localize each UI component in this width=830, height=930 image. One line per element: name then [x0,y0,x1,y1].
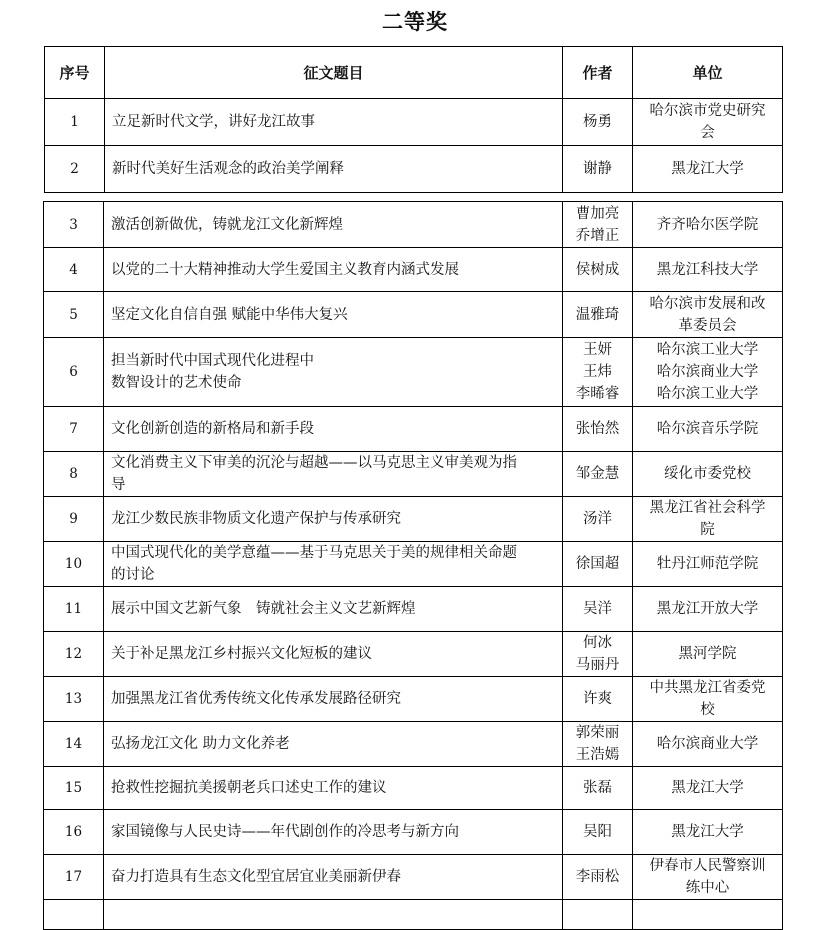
row-unit: 黑龙江科技大学 [633,248,783,292]
row-title: 文化创新创造的新格局和新手段 [104,407,563,452]
table-row [44,497,783,542]
table-row [44,407,783,452]
row-title: 奋力打造具有生态文化型宜居宜业美丽新伊春 [104,855,563,900]
row-author: 王妍 王炜 李晞睿 [563,338,633,407]
row-unit: 绥化市委党校 [633,452,783,497]
row-title: 抢救性挖掘抗美援朝老兵口述史工作的建议 [104,767,563,810]
table-row [44,248,783,292]
row-no: 14 [44,722,104,767]
row-no: 17 [44,855,104,900]
row-unit: 黑龙江开放大学 [633,587,783,632]
page-title: 二等奖 [382,10,448,34]
row-no: 3 [44,202,104,248]
row-no: 9 [44,497,104,542]
row-author: 温雅琦 [563,292,633,338]
row-unit: 中共黑龙江省委党 校 [633,677,783,722]
table-row [44,855,783,900]
row-title-empty [104,900,563,930]
row-no: 15 [44,767,104,810]
row-author: 李雨松 [563,855,633,900]
row-author: 吴阳 [563,810,633,855]
row-no: 8 [44,452,104,497]
row-author: 吴洋 [563,587,633,632]
table-row [44,452,783,497]
table-row [45,99,783,146]
table-row [44,542,783,587]
row-author: 许爽 [563,677,633,722]
row-title: 中国式现代化的美学意蕴——基于马克思关于美的规律相关命题 的讨论 [104,542,563,587]
row-title: 家国镜像与人民史诗——年代剧创作的冷思考与新方向 [104,810,563,855]
row-unit: 黑龙江大学 [633,146,783,193]
row-unit: 哈尔滨工业大学 哈尔滨商业大学 哈尔滨工业大学 [633,338,783,407]
table-row [44,587,783,632]
table-row [44,632,783,677]
row-unit: 齐齐哈尔医学院 [633,202,783,248]
row-title: 展示中国文艺新气象 铸就社会主义文艺新辉煌 [104,587,563,632]
row-author: 何冰 马丽丹 [563,632,633,677]
row-unit: 黑龙江大学 [633,810,783,855]
row-author: 张怡然 [563,407,633,452]
row-title: 文化消费主义下审美的沉沦与超越——以马克思主义审美观为指 导 [104,452,563,497]
row-title: 关于补足黑龙江乡村振兴文化短板的建议 [104,632,563,677]
row-author: 汤洋 [563,497,633,542]
table-header-row [45,47,783,99]
row-no: 4 [44,248,104,292]
row-unit: 牡丹江师范学院 [633,542,783,587]
row-title: 弘扬龙江文化 助力文化养老 [104,722,563,767]
row-title: 新时代美好生活观念的政治美学阐释 [105,146,563,193]
row-unit: 黑河学院 [633,632,783,677]
row-title: 加强黑龙江省优秀传统文化传承发展路径研究 [104,677,563,722]
row-unit: 哈尔滨音乐学院 [633,407,783,452]
row-no: 11 [44,587,104,632]
row-no: 6 [44,338,104,407]
row-no: 16 [44,810,104,855]
row-title: 以党的二十大精神推动大学生爱国主义教育内涵式发展 [104,248,563,292]
row-no-empty [44,900,104,930]
row-author: 杨勇 [563,99,633,146]
row-unit: 黑龙江大学 [633,767,783,810]
row-no: 7 [44,407,104,452]
header-unit: 单位 [633,47,783,99]
row-no: 5 [44,292,104,338]
table-row [44,202,783,248]
row-author: 侯树成 [563,248,633,292]
row-unit: 伊春市人民警察训 练中心 [633,855,783,900]
row-unit: 黑龙江省社会科学 院 [633,497,783,542]
row-author: 邹金慧 [563,452,633,497]
header-no: 序号 [45,47,105,99]
row-title: 坚定文化自信自强 赋能中华伟大复兴 [104,292,563,338]
row-no: 13 [44,677,104,722]
row-title: 龙江少数民族非物质文化遗产保护与传承研究 [104,497,563,542]
table-row [44,677,783,722]
award-table-bottom [43,201,783,930]
table-row [44,722,783,767]
header-author: 作者 [563,47,633,99]
row-author: 张磊 [563,767,633,810]
table-row [44,292,783,338]
row-author: 曹加亮 乔增正 [563,202,633,248]
table-row [44,900,783,930]
row-author-empty [563,900,633,930]
row-author: 徐国超 [563,542,633,587]
row-unit: 哈尔滨市党史研究 会 [633,99,783,146]
table-row [44,338,783,407]
row-unit: 哈尔滨商业大学 [633,722,783,767]
row-unit: 哈尔滨市发展和改 革委员会 [633,292,783,338]
row-author: 郭荣丽 王浩嫣 [563,722,633,767]
row-no: 2 [45,146,105,193]
table-row [44,767,783,810]
row-title: 担当新时代中国式现代化进程中 数智设计的艺术使命 [104,338,563,407]
row-no: 12 [44,632,104,677]
row-author: 谢静 [563,146,633,193]
row-title: 立足新时代文学，讲好龙江故事 [105,99,563,146]
header-title: 征文题目 [105,47,563,99]
row-no: 1 [45,99,105,146]
row-title: 激活创新做优，铸就龙江文化新辉煌 [104,202,563,248]
table-row [44,810,783,855]
award-table-top [44,46,783,193]
row-unit-empty [633,900,783,930]
row-no: 10 [44,542,104,587]
table-row [45,146,783,193]
